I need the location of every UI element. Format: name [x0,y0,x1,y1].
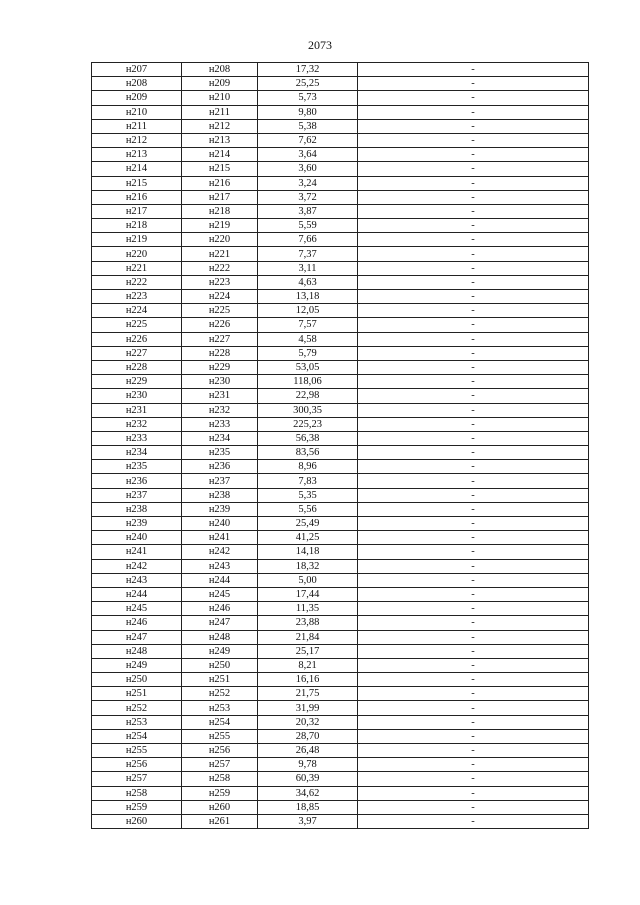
from-point-cell: н224 [92,304,182,318]
table-row [92,644,589,658]
distance-cell: 21,84 [258,630,358,644]
distance-cell: 300,35 [258,403,358,417]
distance-cell: 7,62 [258,133,358,147]
distance-cell: 7,66 [258,233,358,247]
note-cell: - [358,460,589,474]
from-point-cell: н211 [92,119,182,133]
table-row [92,673,589,687]
to-point-cell: н232 [182,403,258,417]
from-point-cell: н230 [92,389,182,403]
note-cell: - [358,261,589,275]
distance-cell: 25,49 [258,517,358,531]
table-row [92,474,589,488]
table-row [92,247,589,261]
distance-cell: 18,32 [258,559,358,573]
note-cell: - [358,77,589,91]
distance-cell: 5,56 [258,502,358,516]
distance-cell: 25,25 [258,77,358,91]
distance-cell: 56,38 [258,431,358,445]
note-cell: - [358,786,589,800]
distance-cell: 5,38 [258,119,358,133]
to-point-cell: н238 [182,488,258,502]
table-row [92,545,589,559]
note-cell: - [358,133,589,147]
from-point-cell: н222 [92,275,182,289]
to-point-cell: н254 [182,715,258,729]
distance-cell: 7,83 [258,474,358,488]
to-point-cell: н249 [182,644,258,658]
table-row [92,63,589,77]
table-row [92,105,589,119]
note-cell: - [358,531,589,545]
to-point-cell: н250 [182,658,258,672]
to-point-cell: н233 [182,417,258,431]
to-point-cell: н241 [182,531,258,545]
to-point-cell: н209 [182,77,258,91]
table-row [92,389,589,403]
distance-cell: 5,79 [258,346,358,360]
distance-cell: 3,11 [258,261,358,275]
table-row [92,502,589,516]
to-point-cell: н213 [182,133,258,147]
from-point-cell: н214 [92,162,182,176]
to-point-cell: н239 [182,502,258,516]
table-row [92,148,589,162]
from-point-cell: н232 [92,417,182,431]
note-cell: - [358,446,589,460]
from-point-cell: н209 [92,91,182,105]
from-point-cell: н233 [92,431,182,445]
table-row [92,446,589,460]
from-point-cell: н252 [92,701,182,715]
to-point-cell: н220 [182,233,258,247]
to-point-cell: н236 [182,460,258,474]
distance-cell: 12,05 [258,304,358,318]
distance-cell: 7,37 [258,247,358,261]
table-row [92,814,589,828]
to-point-cell: н214 [182,148,258,162]
table-row [92,204,589,218]
distance-cell: 5,00 [258,573,358,587]
to-point-cell: н258 [182,772,258,786]
from-point-cell: н250 [92,673,182,687]
note-cell: - [358,616,589,630]
table-row [92,417,589,431]
from-point-cell: н244 [92,587,182,601]
from-point-cell: н236 [92,474,182,488]
note-cell: - [358,105,589,119]
table-row [92,531,589,545]
table-row [92,729,589,743]
table-row [92,573,589,587]
table-row [92,290,589,304]
from-point-cell: н229 [92,375,182,389]
from-point-cell: н240 [92,531,182,545]
distance-cell: 5,59 [258,219,358,233]
from-point-cell: н231 [92,403,182,417]
from-point-cell: н227 [92,346,182,360]
to-point-cell: н257 [182,758,258,772]
note-cell: - [358,91,589,105]
note-cell: - [358,701,589,715]
to-point-cell: н224 [182,290,258,304]
table-row [92,616,589,630]
distance-cell: 31,99 [258,701,358,715]
note-cell: - [358,63,589,77]
to-point-cell: н226 [182,318,258,332]
note-cell: - [358,389,589,403]
table-row [92,133,589,147]
to-point-cell: н235 [182,446,258,460]
distance-cell: 3,87 [258,204,358,218]
note-cell: - [358,417,589,431]
table-row [92,602,589,616]
distance-cell: 20,32 [258,715,358,729]
table-row [92,261,589,275]
note-cell: - [358,275,589,289]
from-point-cell: н249 [92,658,182,672]
to-point-cell: н243 [182,559,258,573]
table-row [92,219,589,233]
from-point-cell: н243 [92,573,182,587]
note-cell: - [358,204,589,218]
from-point-cell: н220 [92,247,182,261]
to-point-cell: н230 [182,375,258,389]
to-point-cell: н222 [182,261,258,275]
to-point-cell: н234 [182,431,258,445]
note-cell: - [358,517,589,531]
to-point-cell: н260 [182,800,258,814]
table-row [92,701,589,715]
table-row [92,360,589,374]
to-point-cell: н216 [182,176,258,190]
to-point-cell: н229 [182,360,258,374]
distance-cell: 8,96 [258,460,358,474]
table-row [92,176,589,190]
distance-cell: 17,44 [258,587,358,601]
table-row [92,687,589,701]
table-row [92,559,589,573]
table-row [92,375,589,389]
distance-cell: 21,75 [258,687,358,701]
from-point-cell: н212 [92,133,182,147]
from-point-cell: н245 [92,602,182,616]
from-point-cell: н260 [92,814,182,828]
distance-cell: 3,72 [258,190,358,204]
table-row [92,772,589,786]
note-cell: - [358,814,589,828]
to-point-cell: н225 [182,304,258,318]
to-point-cell: н208 [182,63,258,77]
from-point-cell: н247 [92,630,182,644]
note-cell: - [358,559,589,573]
note-cell: - [358,304,589,318]
note-cell: - [358,630,589,644]
distance-cell: 60,39 [258,772,358,786]
from-point-cell: н218 [92,219,182,233]
table-row [92,275,589,289]
note-cell: - [358,119,589,133]
from-point-cell: н257 [92,772,182,786]
table-row [92,587,589,601]
table-row [92,233,589,247]
to-point-cell: н248 [182,630,258,644]
distance-cell: 3,60 [258,162,358,176]
from-point-cell: н234 [92,446,182,460]
note-cell: - [358,758,589,772]
from-point-cell: н239 [92,517,182,531]
note-cell: - [358,332,589,346]
distance-cell: 83,56 [258,446,358,460]
distance-cell: 22,98 [258,389,358,403]
to-point-cell: н218 [182,204,258,218]
from-point-cell: н251 [92,687,182,701]
to-point-cell: н221 [182,247,258,261]
from-point-cell: н259 [92,800,182,814]
page-number: 2073 [308,38,332,52]
from-point-cell: н248 [92,644,182,658]
distance-cell: 26,48 [258,744,358,758]
to-point-cell: н231 [182,389,258,403]
table-row [92,517,589,531]
to-point-cell: н246 [182,602,258,616]
distance-cell: 11,35 [258,602,358,616]
from-point-cell: н216 [92,190,182,204]
table-row [92,800,589,814]
distance-cell: 3,24 [258,176,358,190]
note-cell: - [358,403,589,417]
note-cell: - [358,346,589,360]
distance-cell: 16,16 [258,673,358,687]
note-cell: - [358,587,589,601]
note-cell: - [358,687,589,701]
note-cell: - [358,644,589,658]
from-point-cell: н241 [92,545,182,559]
note-cell: - [358,431,589,445]
to-point-cell: н240 [182,517,258,531]
table-row [92,403,589,417]
to-point-cell: н244 [182,573,258,587]
from-point-cell: н253 [92,715,182,729]
from-point-cell: н215 [92,176,182,190]
from-point-cell: н226 [92,332,182,346]
to-point-cell: н223 [182,275,258,289]
table-row [92,658,589,672]
distance-cell: 23,88 [258,616,358,630]
distance-cell: 28,70 [258,729,358,743]
distance-cell: 118,06 [258,375,358,389]
from-point-cell: н246 [92,616,182,630]
distance-cell: 41,25 [258,531,358,545]
note-cell: - [358,800,589,814]
distance-cell: 9,80 [258,105,358,119]
note-cell: - [358,162,589,176]
from-point-cell: н217 [92,204,182,218]
distance-cell: 4,58 [258,332,358,346]
table-row [92,630,589,644]
to-point-cell: н219 [182,219,258,233]
table-row [92,460,589,474]
distance-cell: 7,57 [258,318,358,332]
note-cell: - [358,247,589,261]
note-cell: - [358,190,589,204]
from-point-cell: н223 [92,290,182,304]
table-row [92,119,589,133]
table-row [92,744,589,758]
table-row [92,488,589,502]
from-point-cell: н242 [92,559,182,573]
table-row [92,332,589,346]
distance-cell: 17,32 [258,63,358,77]
to-point-cell: н242 [182,545,258,559]
note-cell: - [358,290,589,304]
distance-cell: 225,23 [258,417,358,431]
table-row [92,162,589,176]
from-point-cell: н210 [92,105,182,119]
to-point-cell: н217 [182,190,258,204]
to-point-cell: н247 [182,616,258,630]
distance-cell: 8,21 [258,658,358,672]
distance-cell: 25,17 [258,644,358,658]
to-point-cell: н237 [182,474,258,488]
table-row [92,190,589,204]
table-row [92,346,589,360]
distance-cell: 5,73 [258,91,358,105]
note-cell: - [358,233,589,247]
from-point-cell: н238 [92,502,182,516]
to-point-cell: н253 [182,701,258,715]
from-point-cell: н256 [92,758,182,772]
note-cell: - [358,148,589,162]
to-point-cell: н210 [182,91,258,105]
distance-cell: 18,85 [258,800,358,814]
note-cell: - [358,474,589,488]
note-cell: - [358,729,589,743]
table-body [92,63,589,829]
note-cell: - [358,658,589,672]
distance-cell: 53,05 [258,360,358,374]
distance-cell: 9,78 [258,758,358,772]
distance-cell: 5,35 [258,488,358,502]
note-cell: - [358,219,589,233]
table-row [92,758,589,772]
distance-cell: 3,64 [258,148,358,162]
note-cell: - [358,772,589,786]
from-point-cell: н213 [92,148,182,162]
from-point-cell: н255 [92,744,182,758]
note-cell: - [358,488,589,502]
to-point-cell: н228 [182,346,258,360]
note-cell: - [358,602,589,616]
note-cell: - [358,673,589,687]
from-point-cell: н221 [92,261,182,275]
table-row [92,304,589,318]
distance-cell: 14,18 [258,545,358,559]
to-point-cell: н259 [182,786,258,800]
to-point-cell: н215 [182,162,258,176]
distance-cell: 34,62 [258,786,358,800]
note-cell: - [358,375,589,389]
note-cell: - [358,502,589,516]
from-point-cell: н258 [92,786,182,800]
table-row [92,318,589,332]
to-point-cell: н211 [182,105,258,119]
from-point-cell: н219 [92,233,182,247]
to-point-cell: н212 [182,119,258,133]
table-row [92,715,589,729]
note-cell: - [358,744,589,758]
to-point-cell: н245 [182,587,258,601]
table-row [92,77,589,91]
distance-cell: 13,18 [258,290,358,304]
table-row [92,91,589,105]
from-point-cell: н208 [92,77,182,91]
to-point-cell: н255 [182,729,258,743]
to-point-cell: н261 [182,814,258,828]
to-point-cell: н252 [182,687,258,701]
note-cell: - [358,360,589,374]
note-cell: - [358,573,589,587]
note-cell: - [358,545,589,559]
table-row [92,431,589,445]
note-cell: - [358,318,589,332]
from-point-cell: н235 [92,460,182,474]
from-point-cell: н228 [92,360,182,374]
to-point-cell: н251 [182,673,258,687]
from-point-cell: н225 [92,318,182,332]
to-point-cell: н227 [182,332,258,346]
table-row [92,786,589,800]
distance-cell: 3,97 [258,814,358,828]
note-cell: - [358,176,589,190]
from-point-cell: н207 [92,63,182,77]
from-point-cell: н254 [92,729,182,743]
distance-cell: 4,63 [258,275,358,289]
note-cell: - [358,715,589,729]
from-point-cell: н237 [92,488,182,502]
to-point-cell: н256 [182,744,258,758]
boundary-segments-table [91,62,589,829]
